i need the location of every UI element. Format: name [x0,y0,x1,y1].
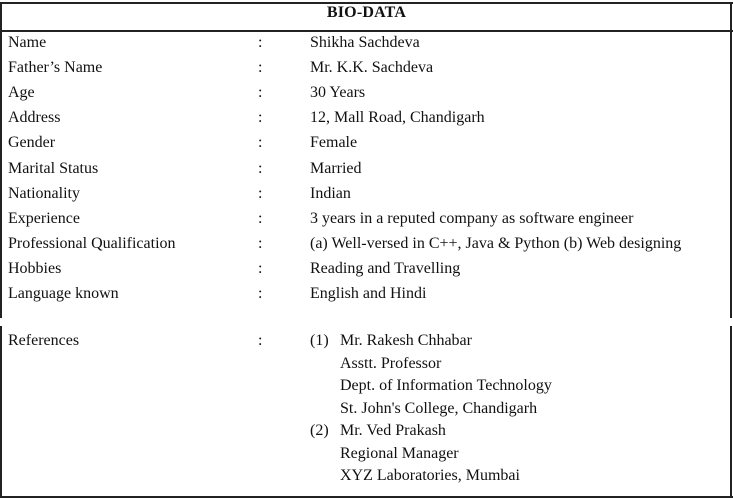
field-separator: : [258,235,263,252]
reference-line: XYZ Laboratories, Mumbai [340,467,520,484]
reference-number: (1) [310,332,329,349]
field-label: Gender [8,134,56,151]
field-row [0,130,733,155]
field-row [0,281,733,306]
field-label: Nationality [8,185,80,202]
field-value: Female [310,134,358,151]
field-label: Professional Qualification [8,235,176,252]
field-separator: : [258,210,263,227]
bottom-border [0,496,733,498]
field-value: 3 years in a reputed company as software engineer [310,210,634,227]
field-row [0,55,733,80]
field-separator: : [258,260,263,277]
field-label: Language known [8,285,119,302]
references-separator: : [258,332,263,349]
reference-line: St. John's College, Chandigarh [340,400,538,417]
field-separator: : [258,109,263,126]
field-row [0,80,733,105]
field-separator: : [258,84,263,101]
field-value: (a) Well-versed in C++, Java & Python (b) Web designing [310,235,682,252]
field-label: Hobbies [8,260,62,277]
field-separator: : [258,160,263,177]
field-label: Age [8,84,35,101]
field-value: Reading and Travelling [310,260,461,277]
references-label: References [8,332,80,349]
field-label: Experience [8,210,80,227]
field-row [0,206,733,231]
field-label: Father’s Name [8,59,103,76]
reference-line: Mr. Ved Prakash [340,422,446,439]
field-row [0,256,733,281]
field-value: English and Hindi [310,285,427,302]
field-separator: : [258,285,263,302]
field-row [0,181,733,206]
field-separator: : [258,134,263,151]
field-value: 12, Mall Road, Chandigarh [310,109,485,126]
field-separator: : [258,59,263,76]
page-title: BIO-DATA [326,4,407,21]
reference-line: Regional Manager [340,445,459,462]
field-separator: : [258,185,263,202]
field-value: 30 Years [310,84,366,101]
field-row [0,231,733,256]
reference-line: Asstt. Professor [340,355,442,372]
field-value: Shikha Sachdeva [310,34,420,51]
field-value: Indian [310,185,351,202]
field-row [0,156,733,181]
field-row [0,105,733,130]
field-value: Mr. K.K. Sachdeva [310,59,434,76]
field-label: Marital Status [8,160,99,177]
field-label: Address [8,109,61,126]
field-separator: : [258,34,263,51]
field-label: Name [8,34,47,51]
reference-line: Mr. Rakesh Chhabar [340,332,472,349]
field-value: Married [310,160,362,177]
reference-number: (2) [310,422,329,439]
reference-line: Dept. of Information Technology [340,377,552,394]
field-row [0,30,733,55]
